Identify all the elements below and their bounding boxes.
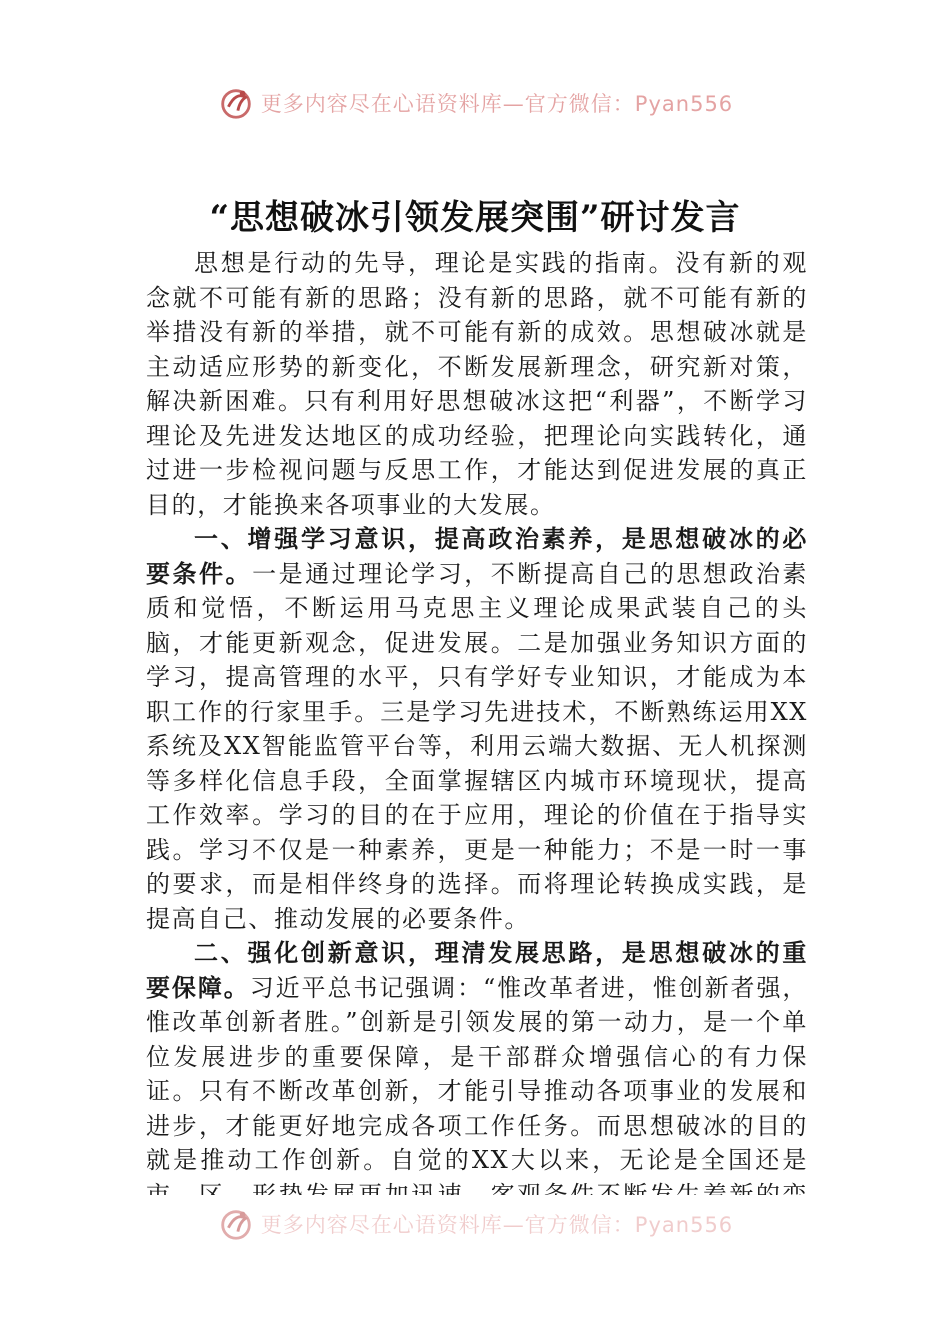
watermark-footer	[0, 1205, 950, 1243]
document-body	[146, 246, 808, 1247]
watermark-header	[0, 84, 950, 122]
paragraph-body: 一是通过理论学习，不断提高自己的思想政治素质和觉悟，不断运用马克思主义理论成果武装自己的头脑，才能更新观念，促进发展。二是加强业务知识方面的学习，提高管理的水平，只有学好专业知识，才能成为本职工作的行家里手。三是学习先进技术，不断熟练运用XX系统及XX智能监管平台等，利用云端大数据、无人机探测等多样化信息手段，全面掌握辖区内城市环境现状，提高工作效率。学习的目的在于应用，理论的价值在于指导实践。学习不仅是一种素养，更是一种能力；不是一时一事的要求，而是相伴终身的选择。而将理论转换成实践，是提高自己、推动发展的必要条件。	[146, 559, 808, 933]
logo-icon	[217, 84, 255, 122]
section-heading: 二、强化创新意识，理清发展思路，是思想破冰的重要保障。	[146, 939, 808, 1002]
paragraph-body: 思想是行动的先导，理论是实践的指南。没有新的观念就不可能有新的思路；没有新的思路，就不可能有新的举措没有新的举措，就不可能有新的成效。思想破冰就是主动适应形势的新变化，不断发展新理念，研究新对策，解决新困难。只有利用好思想破冰这把“利器”，不断学习理论及先进发达地区的成功经验，把理论向实践转化，通过进一步检视问题与反思工作，才能达到促进发展的真正目的，才能换来各项事业的大发展。	[146, 249, 808, 519]
paragraph-body: 习近平总书记强调：“惟改革者进，惟创新者强，惟改革创新者胜。”创新是引领发展的第一动力，是一个单位发展进步的重要保障，是干部群众增强信心的有力保证。只有不断改革创新，才能引导推动各项事业的发展和进步，才能更好地完成各项工作任务。而思想破冰的目的就是推动工作创新。自觉的XX大以来，无论是全国还是	[146, 973, 808, 1174]
watermark-text: 更多内容尽在心语资料库—官方微信：Pyan556	[260, 1213, 734, 1237]
watermark-text: 更多内容尽在心语资料库—官方微信：Pyan556	[260, 92, 734, 116]
paragraph-section-1	[146, 522, 808, 936]
logo-icon	[217, 1205, 255, 1243]
section-heading: 一、增强学习意识，提高政治素养，是思想破冰的必要条件。	[146, 525, 808, 588]
paragraph-intro	[146, 246, 808, 522]
document-title: “思想破冰引领发展突围”研讨发言	[209, 198, 741, 238]
